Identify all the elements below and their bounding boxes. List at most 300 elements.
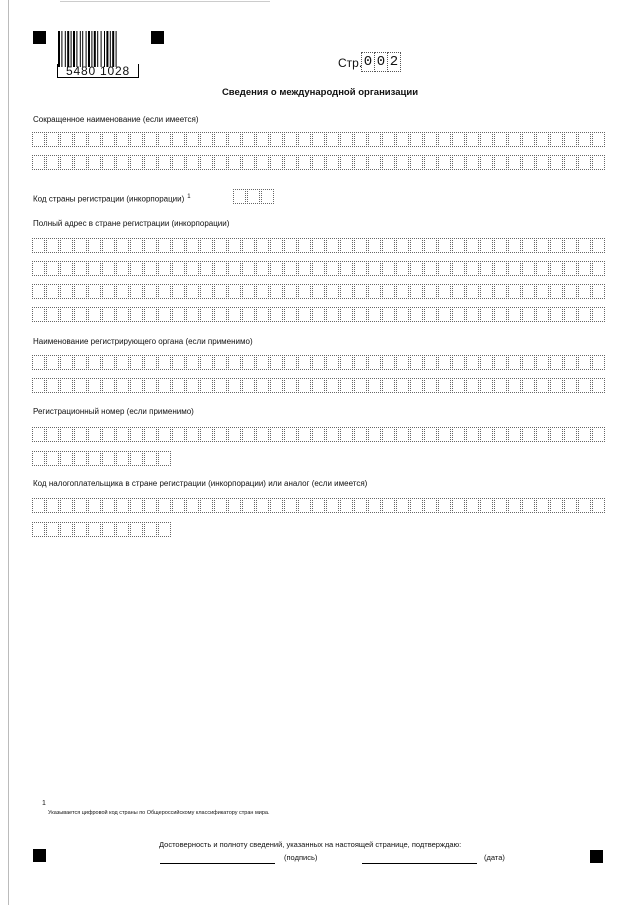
input-cell[interactable]	[60, 522, 73, 537]
input-cell[interactable]	[88, 284, 101, 299]
input-cell[interactable]	[158, 378, 171, 393]
input-cell[interactable]	[200, 284, 213, 299]
input-cell[interactable]	[592, 355, 605, 370]
input-cell[interactable]	[536, 355, 549, 370]
input-cell[interactable]	[592, 378, 605, 393]
input-cell[interactable]	[144, 355, 157, 370]
input-cell[interactable]	[354, 238, 367, 253]
input-cell[interactable]	[312, 284, 325, 299]
input-cell[interactable]	[74, 378, 87, 393]
input-cell[interactable]	[46, 498, 59, 513]
input-cell[interactable]	[130, 522, 143, 537]
input-cell[interactable]	[508, 132, 521, 147]
input-cell[interactable]	[186, 307, 199, 322]
input-cell[interactable]	[46, 427, 59, 442]
input-cell[interactable]	[270, 307, 283, 322]
input-cell[interactable]	[144, 378, 157, 393]
input-cell[interactable]	[116, 378, 129, 393]
input-cell[interactable]	[452, 155, 465, 170]
input-cell[interactable]	[130, 378, 143, 393]
input-cell[interactable]	[214, 378, 227, 393]
input-cell[interactable]	[74, 261, 87, 276]
input-cell[interactable]	[396, 498, 409, 513]
input-cell[interactable]	[214, 155, 227, 170]
input-cell[interactable]	[326, 427, 339, 442]
input-cell[interactable]	[494, 378, 507, 393]
input-cell[interactable]	[74, 155, 87, 170]
input-cell[interactable]	[578, 427, 591, 442]
input-cell[interactable]	[578, 238, 591, 253]
input-cell[interactable]	[228, 378, 241, 393]
input-cell[interactable]	[32, 132, 45, 147]
input-cell[interactable]	[424, 261, 437, 276]
date-line[interactable]	[362, 863, 477, 864]
input-cell[interactable]	[144, 155, 157, 170]
input-cell[interactable]	[354, 261, 367, 276]
input-cell[interactable]	[368, 155, 381, 170]
input-cell[interactable]	[312, 132, 325, 147]
input-cell[interactable]	[130, 451, 143, 466]
input-cell[interactable]	[144, 307, 157, 322]
input-cell[interactable]	[186, 284, 199, 299]
input-cell[interactable]	[452, 355, 465, 370]
input-cell[interactable]	[200, 155, 213, 170]
input-cell[interactable]	[172, 498, 185, 513]
input-cell[interactable]	[298, 427, 311, 442]
input-cell[interactable]	[172, 307, 185, 322]
input-cell[interactable]	[326, 378, 339, 393]
input-cell[interactable]	[494, 427, 507, 442]
input-cell[interactable]	[466, 261, 479, 276]
tax-id-row-2[interactable]	[32, 522, 172, 537]
input-cell[interactable]	[186, 261, 199, 276]
input-cell[interactable]	[452, 307, 465, 322]
input-cell[interactable]	[256, 261, 269, 276]
input-cell[interactable]	[382, 155, 395, 170]
input-cell[interactable]	[256, 284, 269, 299]
input-cell[interactable]	[508, 284, 521, 299]
input-cell[interactable]	[438, 498, 451, 513]
input-cell[interactable]	[368, 284, 381, 299]
input-cell[interactable]	[382, 132, 395, 147]
input-cell[interactable]	[32, 498, 45, 513]
input-cell[interactable]	[550, 378, 563, 393]
input-cell[interactable]	[32, 355, 45, 370]
input-cell[interactable]	[298, 261, 311, 276]
input-cell[interactable]	[578, 355, 591, 370]
input-cell[interactable]	[396, 427, 409, 442]
short-name-row-1[interactable]	[32, 132, 606, 147]
input-cell[interactable]	[382, 498, 395, 513]
address-row-1[interactable]	[32, 238, 606, 253]
signature-line[interactable]	[160, 863, 275, 864]
input-cell[interactable]	[214, 132, 227, 147]
input-cell[interactable]	[480, 132, 493, 147]
input-cell[interactable]	[522, 132, 535, 147]
input-cell[interactable]	[438, 378, 451, 393]
input-cell[interactable]	[88, 451, 101, 466]
input-cell[interactable]	[172, 155, 185, 170]
input-cell[interactable]	[438, 427, 451, 442]
input-cell[interactable]	[480, 498, 493, 513]
input-cell[interactable]	[396, 132, 409, 147]
input-cell[interactable]	[312, 355, 325, 370]
input-cell[interactable]	[410, 261, 423, 276]
input-cell[interactable]	[88, 522, 101, 537]
input-cell[interactable]	[270, 238, 283, 253]
input-cell[interactable]	[200, 132, 213, 147]
input-cell[interactable]	[102, 427, 115, 442]
input-cell[interactable]	[564, 155, 577, 170]
input-cell[interactable]	[158, 451, 171, 466]
input-cell[interactable]	[508, 238, 521, 253]
input-cell[interactable]	[536, 284, 549, 299]
input-cell[interactable]	[494, 307, 507, 322]
input-cell[interactable]	[242, 355, 255, 370]
input-cell[interactable]	[550, 307, 563, 322]
input-cell[interactable]	[102, 284, 115, 299]
input-cell[interactable]	[256, 498, 269, 513]
input-cell[interactable]	[578, 132, 591, 147]
input-cell[interactable]	[466, 355, 479, 370]
input-cell[interactable]	[284, 155, 297, 170]
input-cell[interactable]	[130, 307, 143, 322]
input-cell[interactable]	[480, 378, 493, 393]
address-row-3[interactable]	[32, 284, 606, 299]
input-cell[interactable]	[368, 132, 381, 147]
input-cell[interactable]	[424, 307, 437, 322]
input-cell[interactable]	[214, 355, 227, 370]
input-cell[interactable]	[172, 132, 185, 147]
input-cell[interactable]	[102, 522, 115, 537]
input-cell[interactable]	[256, 132, 269, 147]
input-cell[interactable]	[284, 261, 297, 276]
input-cell[interactable]	[116, 155, 129, 170]
input-cell[interactable]	[172, 378, 185, 393]
input-cell[interactable]	[550, 261, 563, 276]
input-cell[interactable]	[228, 284, 241, 299]
input-cell[interactable]	[564, 498, 577, 513]
input-cell[interactable]	[130, 284, 143, 299]
input-cell[interactable]	[242, 284, 255, 299]
input-cell[interactable]	[312, 378, 325, 393]
input-cell[interactable]	[270, 498, 283, 513]
input-cell[interactable]	[46, 355, 59, 370]
input-cell[interactable]	[298, 132, 311, 147]
input-cell[interactable]	[452, 378, 465, 393]
input-cell[interactable]	[536, 307, 549, 322]
input-cell[interactable]	[564, 355, 577, 370]
input-cell[interactable]	[60, 355, 73, 370]
input-cell[interactable]	[564, 378, 577, 393]
input-cell[interactable]	[186, 355, 199, 370]
input-cell[interactable]	[46, 155, 59, 170]
input-cell[interactable]	[592, 498, 605, 513]
input-cell[interactable]	[102, 378, 115, 393]
input-cell[interactable]	[228, 355, 241, 370]
input-cell[interactable]	[592, 261, 605, 276]
input-cell[interactable]	[466, 132, 479, 147]
input-cell[interactable]	[326, 155, 339, 170]
input-cell[interactable]	[592, 307, 605, 322]
input-cell[interactable]	[522, 238, 535, 253]
input-cell[interactable]	[60, 307, 73, 322]
input-cell[interactable]	[578, 155, 591, 170]
input-cell[interactable]	[494, 132, 507, 147]
input-cell[interactable]	[158, 498, 171, 513]
input-cell[interactable]	[564, 132, 577, 147]
input-cell[interactable]	[382, 261, 395, 276]
input-cell[interactable]	[74, 307, 87, 322]
input-cell[interactable]	[158, 155, 171, 170]
input-cell[interactable]	[340, 284, 353, 299]
reg-authority-row-1[interactable]	[32, 355, 606, 370]
input-cell[interactable]	[242, 378, 255, 393]
input-cell[interactable]	[410, 284, 423, 299]
input-cell[interactable]	[326, 132, 339, 147]
input-cell[interactable]	[466, 284, 479, 299]
input-cell[interactable]	[438, 307, 451, 322]
input-cell[interactable]	[354, 355, 367, 370]
input-cell[interactable]	[102, 451, 115, 466]
input-cell[interactable]	[46, 284, 59, 299]
input-cell[interactable]	[158, 355, 171, 370]
input-cell[interactable]	[200, 378, 213, 393]
input-cell[interactable]	[452, 238, 465, 253]
input-cell[interactable]	[522, 498, 535, 513]
input-cell[interactable]	[508, 155, 521, 170]
input-cell[interactable]	[424, 155, 437, 170]
input-cell[interactable]	[480, 284, 493, 299]
input-cell[interactable]	[46, 307, 59, 322]
input-cell[interactable]	[354, 427, 367, 442]
input-cell[interactable]	[32, 378, 45, 393]
input-cell[interactable]	[242, 427, 255, 442]
input-cell[interactable]	[326, 307, 339, 322]
input-cell[interactable]	[494, 284, 507, 299]
input-cell[interactable]	[214, 261, 227, 276]
input-cell[interactable]	[284, 307, 297, 322]
input-cell[interactable]	[438, 261, 451, 276]
input-cell[interactable]	[452, 132, 465, 147]
input-cell[interactable]	[480, 238, 493, 253]
input-cell[interactable]	[228, 238, 241, 253]
input-cell[interactable]	[438, 132, 451, 147]
input-cell[interactable]	[536, 261, 549, 276]
input-cell[interactable]	[326, 498, 339, 513]
input-cell[interactable]	[424, 238, 437, 253]
input-cell[interactable]	[564, 427, 577, 442]
input-cell[interactable]	[172, 261, 185, 276]
input-cell[interactable]	[158, 427, 171, 442]
input-cell[interactable]	[410, 307, 423, 322]
input-cell[interactable]	[340, 307, 353, 322]
input-cell[interactable]	[312, 307, 325, 322]
input-cell[interactable]	[46, 261, 59, 276]
input-cell[interactable]	[158, 522, 171, 537]
input-cell[interactable]	[88, 155, 101, 170]
input-cell[interactable]	[228, 132, 241, 147]
input-cell[interactable]	[466, 427, 479, 442]
input-cell[interactable]	[144, 132, 157, 147]
input-cell[interactable]	[256, 238, 269, 253]
input-cell[interactable]	[480, 261, 493, 276]
input-cell[interactable]	[172, 238, 185, 253]
input-cell[interactable]	[564, 284, 577, 299]
input-cell[interactable]	[186, 427, 199, 442]
input-cell[interactable]	[158, 238, 171, 253]
input-cell[interactable]	[74, 427, 87, 442]
input-cell[interactable]	[466, 498, 479, 513]
input-cell[interactable]	[172, 284, 185, 299]
input-cell[interactable]	[396, 238, 409, 253]
input-cell[interactable]	[116, 238, 129, 253]
input-cell[interactable]	[494, 261, 507, 276]
input-cell[interactable]	[158, 284, 171, 299]
input-cell[interactable]	[298, 498, 311, 513]
input-cell[interactable]	[312, 498, 325, 513]
input-cell[interactable]	[74, 355, 87, 370]
input-cell[interactable]	[284, 355, 297, 370]
input-cell[interactable]	[284, 284, 297, 299]
input-cell[interactable]	[592, 155, 605, 170]
input-cell[interactable]	[480, 155, 493, 170]
input-cell[interactable]	[116, 427, 129, 442]
input-cell[interactable]	[466, 378, 479, 393]
input-cell[interactable]	[46, 238, 59, 253]
input-cell[interactable]	[438, 355, 451, 370]
input-cell[interactable]	[578, 284, 591, 299]
input-cell[interactable]	[270, 378, 283, 393]
input-cell[interactable]	[522, 427, 535, 442]
input-cell[interactable]	[144, 261, 157, 276]
input-cell[interactable]	[424, 132, 437, 147]
input-cell[interactable]	[214, 498, 227, 513]
input-cell[interactable]	[396, 261, 409, 276]
input-cell[interactable]	[270, 284, 283, 299]
input-cell[interactable]	[74, 132, 87, 147]
input-cell[interactable]	[32, 261, 45, 276]
input-cell[interactable]	[368, 238, 381, 253]
input-cell[interactable]	[74, 498, 87, 513]
input-cell[interactable]	[256, 155, 269, 170]
input-cell[interactable]	[32, 155, 45, 170]
input-cell[interactable]	[256, 355, 269, 370]
input-cell[interactable]	[284, 378, 297, 393]
input-cell[interactable]	[242, 261, 255, 276]
input-cell[interactable]	[228, 155, 241, 170]
input-cell[interactable]	[116, 284, 129, 299]
input-cell[interactable]	[46, 451, 59, 466]
input-cell[interactable]	[410, 355, 423, 370]
input-cell[interactable]	[130, 355, 143, 370]
input-cell[interactable]	[116, 307, 129, 322]
input-cell[interactable]	[466, 238, 479, 253]
input-cell[interactable]	[102, 238, 115, 253]
reg-authority-row-2[interactable]	[32, 378, 606, 393]
input-cell[interactable]	[438, 155, 451, 170]
input-cell[interactable]	[592, 427, 605, 442]
input-cell[interactable]	[102, 261, 115, 276]
input-cell[interactable]	[46, 522, 59, 537]
input-cell[interactable]	[74, 522, 87, 537]
input-cell[interactable]	[550, 427, 563, 442]
input-cell[interactable]	[46, 378, 59, 393]
input-cell[interactable]	[298, 155, 311, 170]
input-cell[interactable]	[186, 155, 199, 170]
input-cell[interactable]	[368, 355, 381, 370]
input-cell[interactable]	[200, 238, 213, 253]
input-cell[interactable]	[508, 355, 521, 370]
input-cell[interactable]	[200, 307, 213, 322]
input-cell[interactable]	[452, 498, 465, 513]
input-cell[interactable]	[550, 355, 563, 370]
input-cell[interactable]	[88, 238, 101, 253]
input-cell[interactable]	[438, 284, 451, 299]
input-cell[interactable]	[340, 238, 353, 253]
input-cell[interactable]	[32, 238, 45, 253]
input-cell[interactable]	[410, 427, 423, 442]
input-cell[interactable]	[494, 355, 507, 370]
input-cell[interactable]	[508, 498, 521, 513]
input-cell[interactable]	[88, 355, 101, 370]
input-cell[interactable]	[88, 132, 101, 147]
input-cell[interactable]	[354, 378, 367, 393]
input-cell[interactable]	[88, 378, 101, 393]
input-cell[interactable]	[158, 132, 171, 147]
input-cell[interactable]	[396, 355, 409, 370]
input-cell[interactable]	[116, 355, 129, 370]
input-cell[interactable]	[247, 189, 260, 204]
input-cell[interactable]	[452, 284, 465, 299]
input-cell[interactable]	[550, 498, 563, 513]
input-cell[interactable]	[284, 498, 297, 513]
input-cell[interactable]	[508, 307, 521, 322]
input-cell[interactable]	[32, 284, 45, 299]
input-cell[interactable]	[312, 261, 325, 276]
input-cell[interactable]	[256, 427, 269, 442]
reg-number-row-2[interactable]	[32, 451, 172, 466]
input-cell[interactable]	[396, 284, 409, 299]
input-cell[interactable]	[74, 284, 87, 299]
input-cell[interactable]	[200, 261, 213, 276]
input-cell[interactable]	[522, 155, 535, 170]
input-cell[interactable]	[172, 427, 185, 442]
input-cell[interactable]	[536, 155, 549, 170]
input-cell[interactable]	[200, 355, 213, 370]
input-cell[interactable]	[242, 307, 255, 322]
input-cell[interactable]	[130, 132, 143, 147]
input-cell[interactable]	[284, 238, 297, 253]
input-cell[interactable]	[242, 132, 255, 147]
input-cell[interactable]	[60, 378, 73, 393]
country-code-field[interactable]	[233, 189, 275, 204]
input-cell[interactable]	[214, 427, 227, 442]
input-cell[interactable]	[564, 261, 577, 276]
input-cell[interactable]	[298, 238, 311, 253]
input-cell[interactable]	[592, 284, 605, 299]
input-cell[interactable]	[396, 307, 409, 322]
input-cell[interactable]	[354, 155, 367, 170]
input-cell[interactable]	[46, 132, 59, 147]
input-cell[interactable]	[186, 132, 199, 147]
input-cell[interactable]	[186, 378, 199, 393]
input-cell[interactable]	[298, 307, 311, 322]
input-cell[interactable]	[508, 261, 521, 276]
input-cell[interactable]	[74, 451, 87, 466]
input-cell[interactable]	[88, 427, 101, 442]
input-cell[interactable]	[424, 284, 437, 299]
